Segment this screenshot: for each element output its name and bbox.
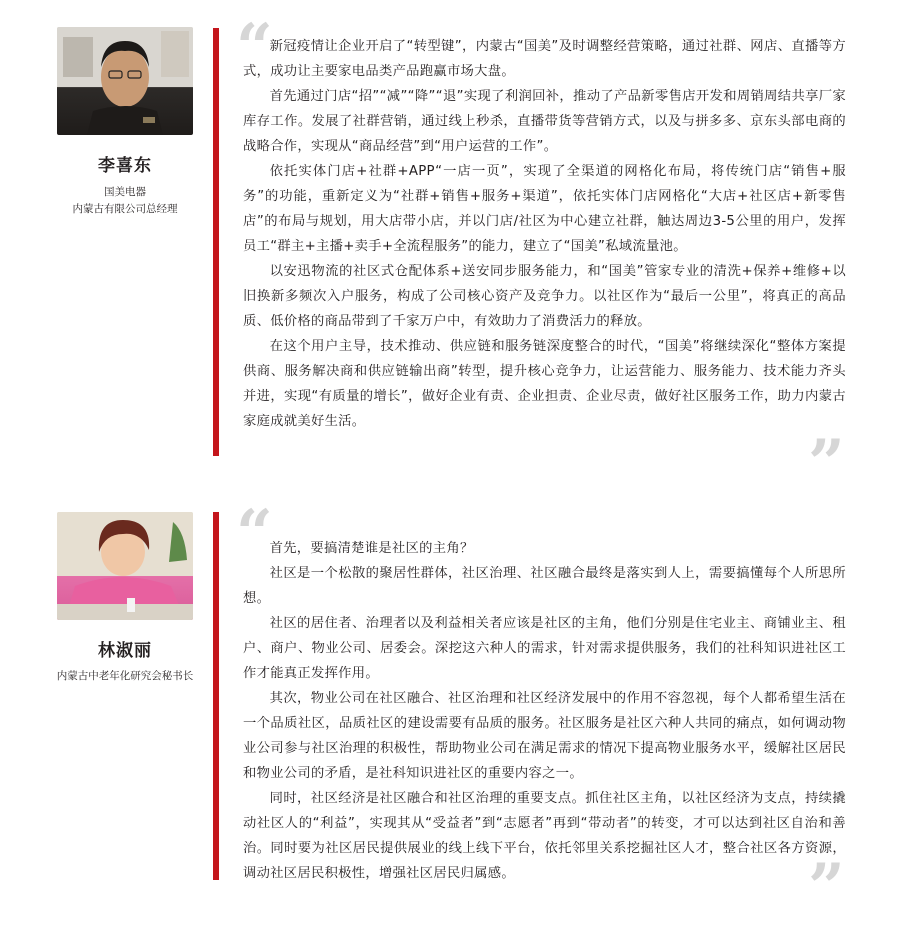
paragraph: 以安迅物流的社区式仓配体系+送安同步服务能力，和“国美”管家专业的清洗+保养+维修+以旧换新多频次入户服务，构成了公司核心资产及竞争力。以社区作为“最后一公里”，将真正的高品质、低价格的商品带到了千家万户中，有效助力了消费活力的释放。 — [243, 264, 846, 329]
paragraph: 新冠疫情让企业开启了“转型键”，内蒙古“国美”及时调整经营策略，通过社群、网店、直播等方式，成功让主要家电品类产品跑赢市场大盘。 — [243, 39, 846, 79]
paragraph: 社区的居住者、治理者以及利益相关者应该是社区的主角，他们分别是住宅业主、商铺业主、租户、商户、物业公司、居委会。深挖这六种人的需求，针对需求提供服务，我们的社科知识进社区工作才能真正发挥作用。 — [243, 616, 846, 681]
paragraph: 同时，社区经济是社区融合和社区治理的重要支点。抓住社区主角，以社区经济为支点，持续撬动社区人的“利益”，实现其从“受益者”到“志愿者”再到“带动者”的转变，才可以达到社区自治和善治。同时要为社区居民提供展业的线上线下平台，依托邻里关系挖掘社区人才，整合社区各方资源，调动社区居民积极性，增强社区居民归属感。 — [243, 791, 846, 881]
paragraph: 首先通过门店“招”“减”“降”“退”实现了利润回补，推动了产品新零售店开发和周销周结共享厂家库存工作。发展了社群营销，通过线上秒杀，直播带货等营销方式，以及与拼多多、京东头部电商的战略合作，实现从“商品经营”到“用户运营的工作”。 — [243, 89, 846, 154]
speaker-name: 李喜东 — [98, 156, 152, 176]
paragraph: 首先，要搞清楚谁是社区的主角？ — [269, 541, 474, 556]
close-quote-mark: ” — [808, 426, 845, 501]
paragraph: 在这个用户主导，技术推动、供应链和服务链深度整合的时代，“国美”将继续深化“整体方案提供商、服务解决商和供应链输出商”转型，提升核心竞争力，让运营能力、服务能力、技术能力齐头并进，实现“有质量的增长”，做好企业有责、企业担责、企业尽责，做好社区服务工作，助力内蒙古家庭成就美好生活。 — [243, 339, 846, 429]
speaker-profile — [50, 512, 200, 685]
accent-bar — [213, 28, 219, 456]
speaker-title-line: 国美电器 — [104, 186, 146, 198]
speaker-block-2 — [0, 496, 906, 925]
paragraph: 其次，物业公司在社区融合、社区治理和社区经济发展中的作用不容忽视，每个人都希望生活在一个品质社区，品质社区的建设需要有品质的服务。社区服务是社区六种人共同的痛点，如何调动物业公司参与社区治理的积极性，帮助物业公司在满足需求的情况下提高物业服务水平，缓解社区居民和物业公司的矛盾，是社科知识进社区的重要内容之一。 — [243, 691, 846, 781]
speaker-title-line: 内蒙古中老年化研究会秘书长 — [56, 670, 194, 682]
quote-body — [243, 536, 846, 886]
speaker-profile — [50, 27, 200, 218]
accent-bar — [213, 512, 219, 880]
open-quote-mark: “ — [236, 496, 273, 571]
quote-body — [243, 34, 846, 434]
open-quote-mark: “ — [236, 10, 273, 85]
speaker-title-line: 内蒙古有限公司总经理 — [72, 203, 178, 215]
paragraph: 依托实体门店+社群+APP“一店一页”，实现了全渠道的网格化布局，将传统门店“销售+服务”的功能，重新定义为“社群+销售+服务+渠道”，依托实体门店网格化“大店+社区店+新零售店”的布局与规划，用大店带小店，并以门店/社区为中心建立社群，触达周边3-5公里的用户，发挥员工“群主+主播+卖手+全流程服务”的能力，建立了“国美”私域流量池。 — [243, 164, 846, 254]
speaker-name: 林淑丽 — [98, 641, 152, 661]
speaker-photo — [57, 27, 193, 135]
close-quote-mark: ” — [808, 850, 845, 925]
speaker-photo — [57, 512, 193, 620]
paragraph: 社区是一个松散的聚居性群体，社区治理、社区融合最终是落实到人上，需要搞懂每个人所思所想。 — [243, 566, 846, 606]
